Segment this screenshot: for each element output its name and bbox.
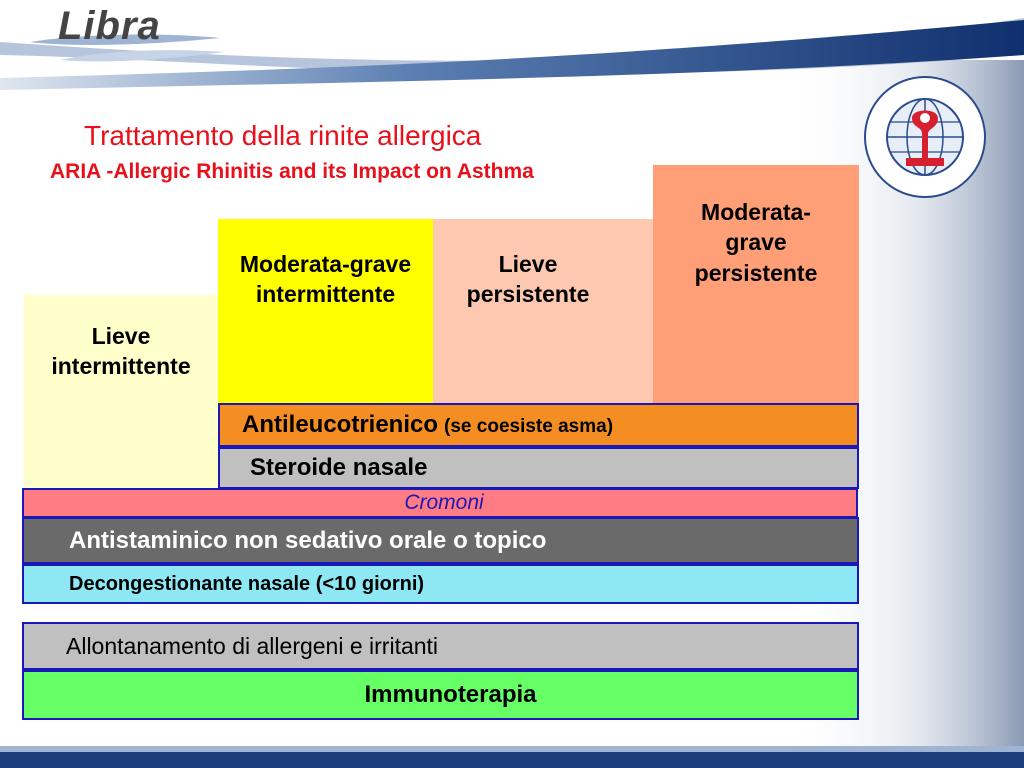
slide-title: Trattamento della rinite allergica <box>84 120 482 151</box>
aria-seal-logo <box>862 74 988 200</box>
bar-label: Allontanamento di allergeni e irritanti <box>66 632 439 659</box>
bar-label: Cromoni <box>404 491 484 514</box>
column-label: Lieve persistente <box>466 251 590 308</box>
bar-allontanamento <box>22 622 859 670</box>
slide-subtitle: ARIA -Allergic Rhinitis and its Impact on Asthma <box>50 160 534 183</box>
bar-immunoterapia <box>22 670 859 720</box>
bar-note: (se coesiste asma) <box>444 416 614 437</box>
column-moderata-grave-intermittente <box>218 219 433 409</box>
column-moderata-grave-persistente <box>653 165 859 410</box>
bar-cromoni <box>22 488 858 518</box>
column-label: Lieve intermittente <box>51 323 191 380</box>
column-label: Moderata-grave persistente <box>694 199 818 286</box>
column-lieve-intermittente <box>24 295 218 495</box>
bar-decongestionante <box>22 564 859 604</box>
logo-text: Libra <box>58 4 161 48</box>
bar-antistaminico <box>22 517 859 564</box>
column-label: Moderata-grave intermittente <box>239 251 412 308</box>
bar-steroide-nasale <box>218 447 859 489</box>
column-lieve-persistente <box>433 219 653 409</box>
bar-label: Antileucotrienico <box>242 411 439 438</box>
bar-label: Antistaminico non sedativo orale o topico <box>69 526 547 554</box>
bar-label: Immunoterapia <box>364 681 537 708</box>
bar-label: Decongestionante nasale (<10 giorni) <box>69 572 425 595</box>
bar-label: Steroide nasale <box>250 454 428 481</box>
bar-antileucotrienico <box>218 403 859 447</box>
